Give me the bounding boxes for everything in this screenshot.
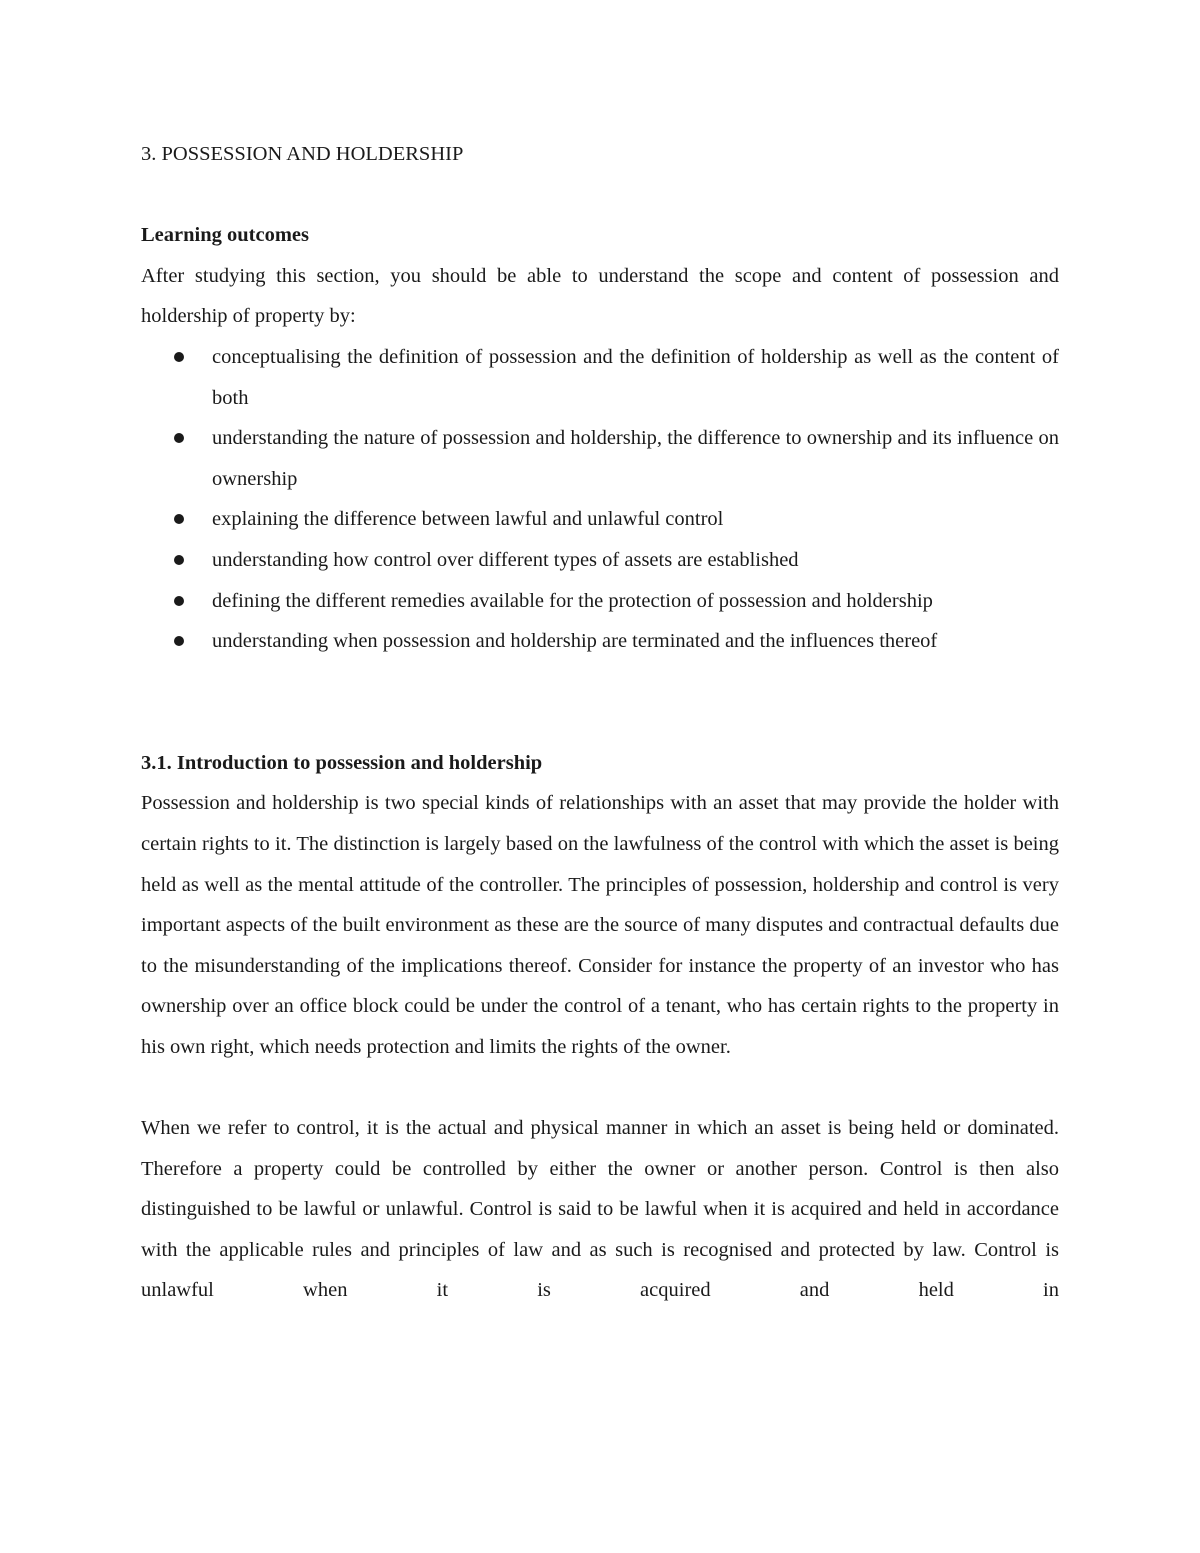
- list-item: [141, 418, 1059, 499]
- list-item-text: defining the different remedies available for the protection of possession and holdership: [212, 589, 933, 612]
- list-item: [141, 540, 1059, 581]
- bullet-icon: [174, 514, 184, 524]
- list-item-text: conceptualising the definition of possession and the definition of holdership as well as the content of both: [212, 345, 1059, 409]
- list-item: [141, 621, 1059, 662]
- section-paragraph-2: When we refer to control, it is the actual and physical manner in which an asset is being held or dominated. Therefore a property could be controlled by either the owner or another person. Control is then also distinguished to be lawful or unlawful. Control is said to be lawful when it is acquired and held in accordance with the applicable rules and principles of law and as such is recognised and protected by law. Control is unlawful when it is acquired and held in: [141, 1117, 1059, 1302]
- learning-outcomes-intro: After studying this section, you should be able to understand the scope and content of possession and holdership of property by:: [141, 264, 1059, 328]
- chapter-title: 3. POSSESSION AND HOLDERSHIP: [141, 143, 464, 165]
- list-item: [141, 337, 1059, 418]
- bullet-icon: [174, 596, 184, 606]
- learning-outcomes-heading: Learning outcomes: [141, 224, 309, 247]
- learning-outcomes-list: [141, 337, 1059, 662]
- list-item: [141, 499, 1059, 540]
- section-heading: 3.1. Introduction to possession and holdership: [141, 751, 543, 774]
- list-item-text: understanding how control over different types of assets are established: [212, 548, 799, 571]
- bullet-icon: [174, 352, 184, 362]
- list-item: [141, 581, 1059, 622]
- document-page: [141, 134, 1059, 1311]
- bullet-icon: [174, 433, 184, 443]
- list-item-text: explaining the difference between lawful and unlawful control: [212, 508, 724, 531]
- list-item-text: understanding the nature of possession and holdership, the difference to ownership and its influence on ownership: [212, 427, 1059, 490]
- bullet-icon: [174, 636, 184, 646]
- bullet-icon: [174, 555, 184, 565]
- list-item-text: understanding when possession and holdership are terminated and the influences thereof: [212, 630, 938, 653]
- section-paragraph-1: Possession and holdership is two special kinds of relationships with an asset that may provide the holder with certain rights to it. The distinction is largely based on the lawfulness of the control with which the asset is being held as well as the mental attitude of the controller. The principles of possession, holdership and control is very important aspects of the built environment as these are the source of many disputes and contractual defaults due to the misunderstanding of the implications thereof. Consider for instance the property of an investor who has ownership over an office block could be under the control of a tenant, who has certain rights to the property in his own right, which needs protection and limits the rights of the owner.: [141, 792, 1059, 1058]
